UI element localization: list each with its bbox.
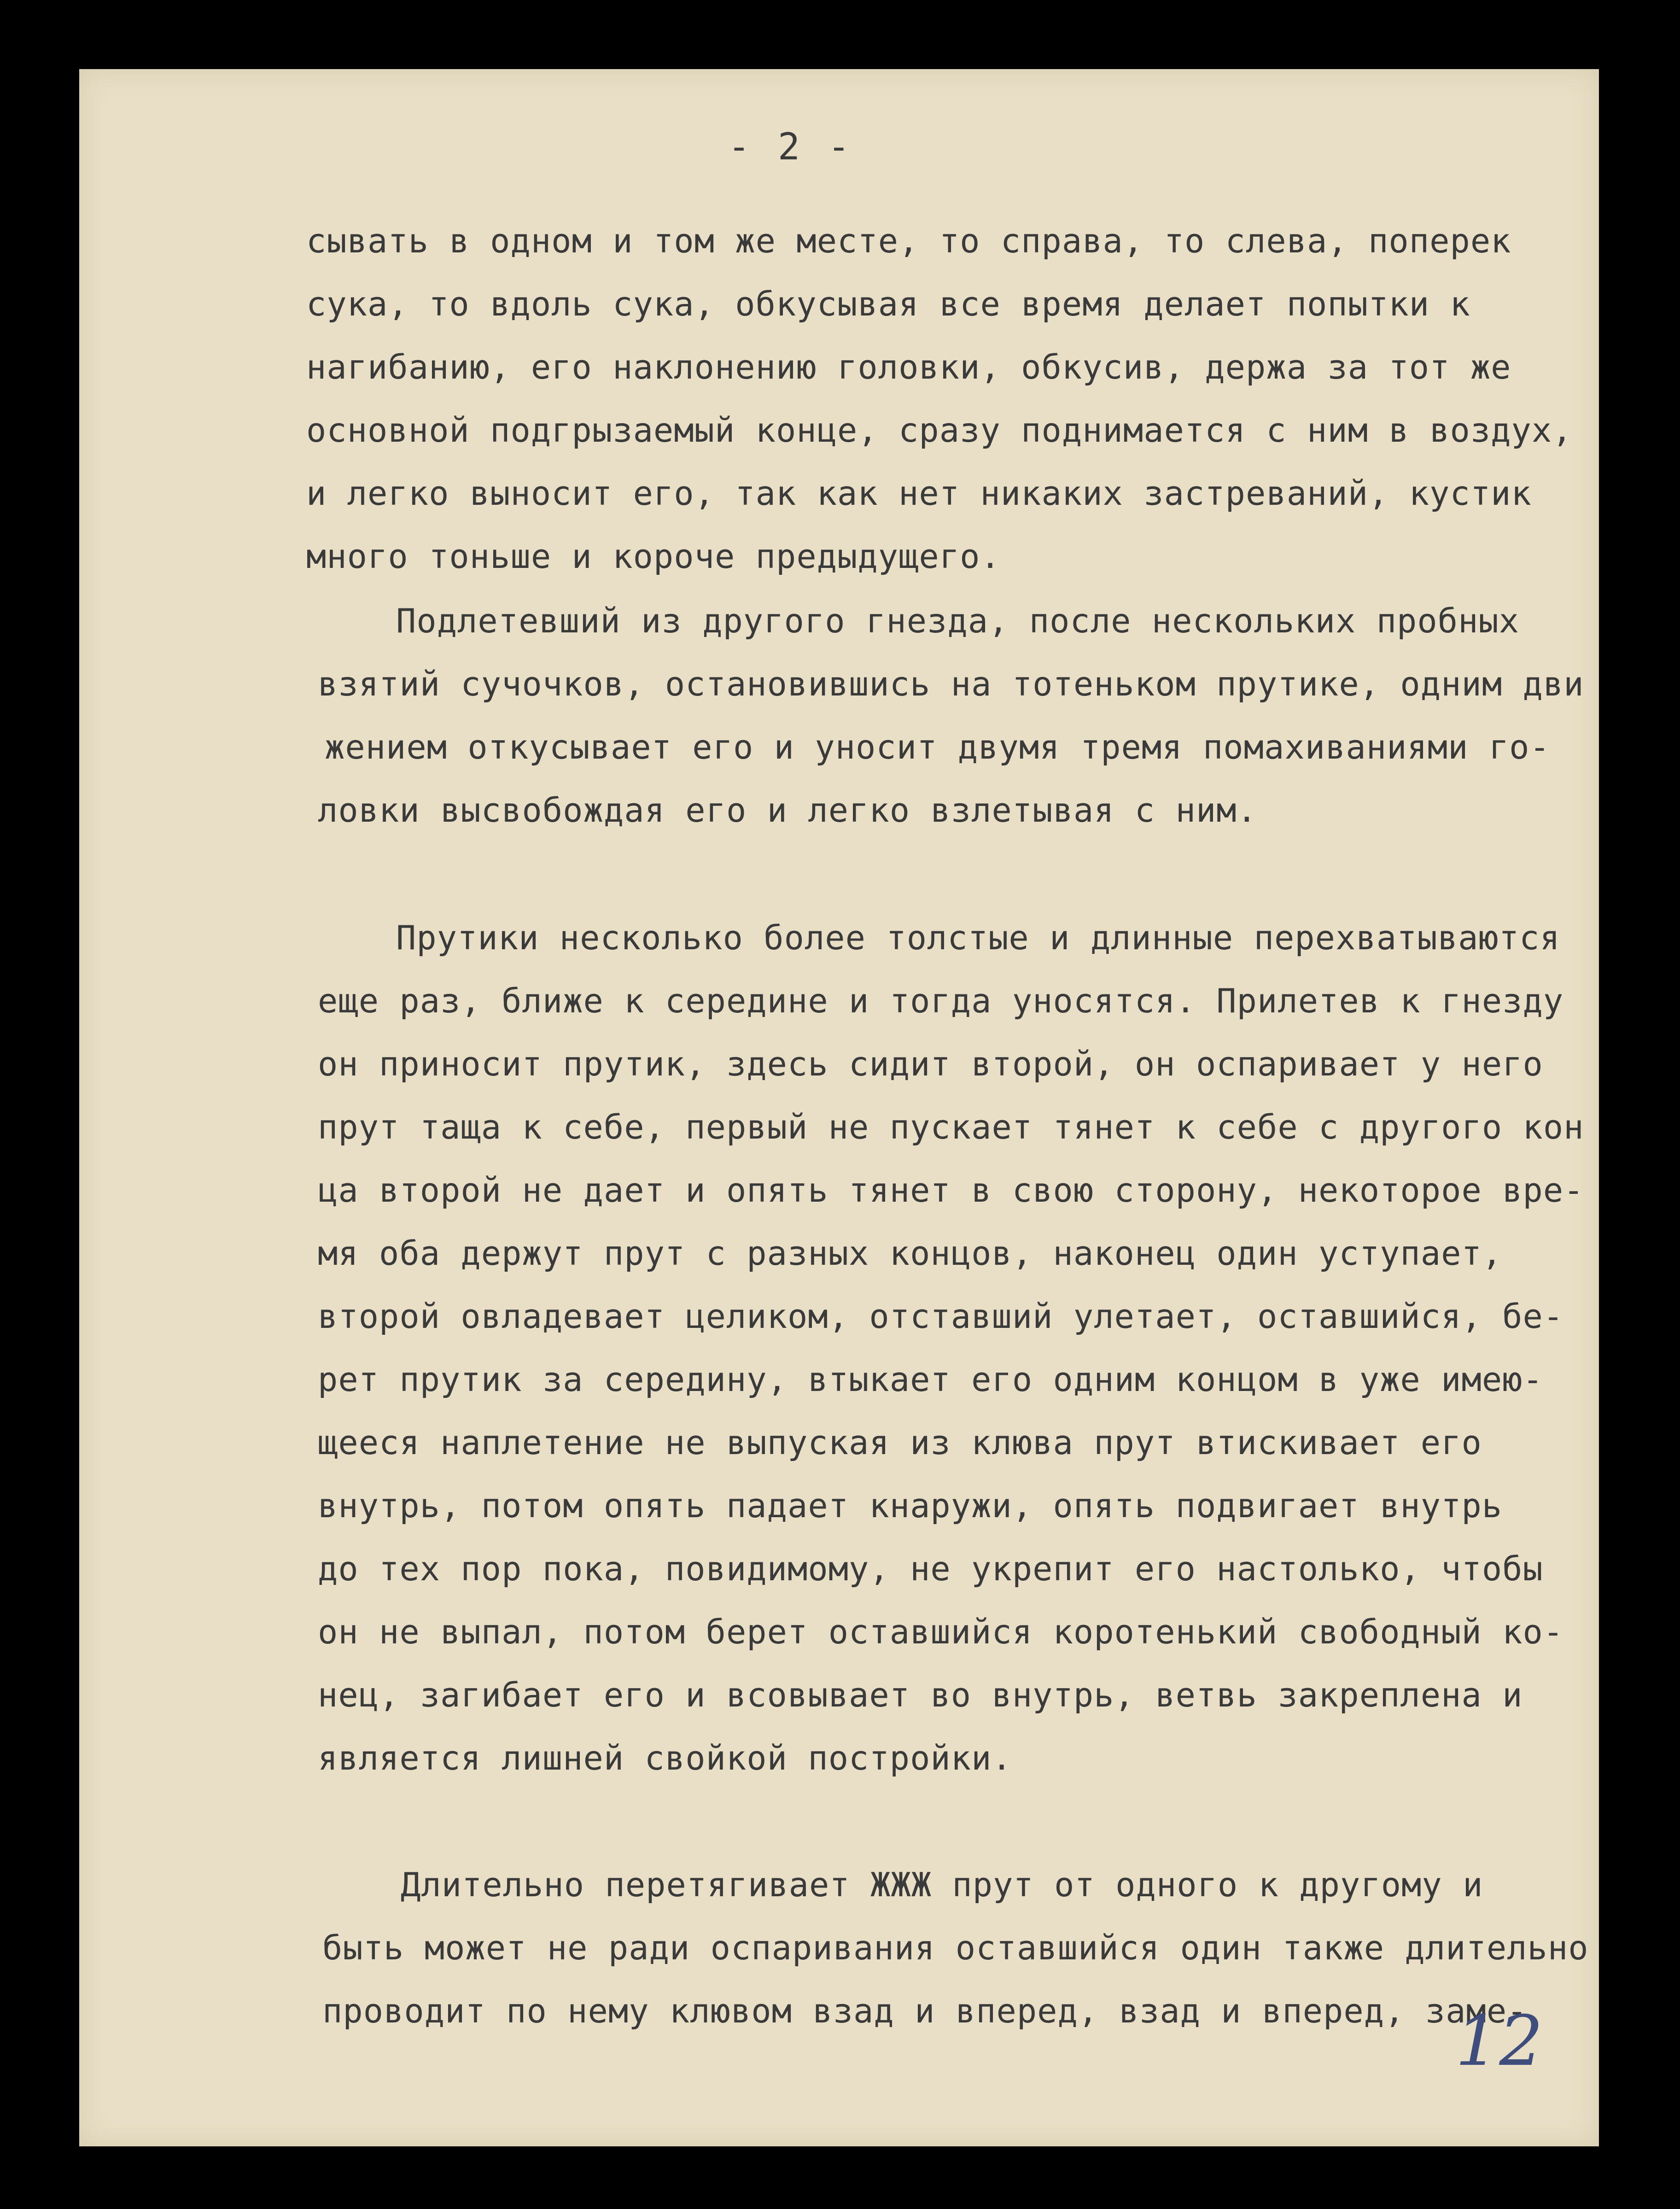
text-line: проводит по нему клювом взад и вперед, взад и вперед, заме- <box>322 1992 1528 2030</box>
text-line: ца второй не дает и опять тянет в свою сторону, некоторое вре- <box>318 1171 1584 1210</box>
text-line: Подлетевший из другого гнезда, после нескольких пробных <box>396 602 1520 640</box>
handwritten-folio-number: 12 <box>1455 2001 1543 2081</box>
text-line: нец, загибает его и всовывает во внутрь, ветвь закреплена и <box>318 1676 1523 1714</box>
text-line: щееся наплетение не выпуская из клюва прут втискивает его <box>318 1423 1482 1462</box>
text-line: сука, то вдоль сука, обкусывая все время делает попытки к <box>306 285 1470 323</box>
text-line: он приносит прутик, здесь сидит второй, он оспаривает у него <box>318 1045 1543 1083</box>
text-line: Длительно перетягивает ЖЖЖ прут от одного к другому и <box>401 1865 1483 1904</box>
text-line: еще раз, ближе к середине и тогда уносятся. Прилетев к гнезду <box>318 982 1564 1020</box>
text-line: быть может не ради оспаривания оставшийся один также длительно <box>322 1928 1589 1967</box>
text-line: и легко выносит его, так как нет никаких застреваний, кустик <box>306 474 1532 513</box>
text-line: Прутики несколько более толстые и длинные перехватываются <box>396 918 1560 957</box>
text-line: нагибанию, его наклонению головки, обкусив, держа за тот же <box>306 348 1511 386</box>
text-line: сывать в одном и том же месте, то справа, то слева, поперек <box>306 222 1511 260</box>
text-line: прут таща к себе, первый не пускает тянет к себе с другого кон <box>318 1108 1584 1146</box>
text-line: рет прутик за середину, втыкает его одним концом в уже имею- <box>318 1360 1543 1399</box>
text-line: мя оба держут прут с разных концов, наконец один уступает, <box>318 1234 1503 1273</box>
text-line: жением откусывает его и уносит двумя тремя помахиваниями го- <box>325 728 1550 766</box>
text-line: взятий сучочков, остановившись на тотеньком прутике, одним дви <box>318 665 1584 703</box>
text-line: много тоньше и короче предыдущего. <box>306 537 1001 576</box>
text-line: до тех пор пока, повидимому, не укрепит его настолько, чтобы <box>318 1549 1543 1588</box>
text-line: является лишней свойкой постройки. <box>318 1739 1012 1777</box>
text-line: второй овладевает целиком, отставший улетает, оставшийся, бе- <box>318 1297 1564 1336</box>
text-line: внутрь, потом опять падает кнаружи, опять подвигает внутрь <box>318 1486 1503 1525</box>
text-line: ловки высвобождая его и легко взлетывая с ним. <box>318 791 1257 830</box>
text-line: основной подгрызаемый конце, сразу поднимается с ним в воздух, <box>306 411 1573 450</box>
page-number: - 2 - <box>728 125 853 168</box>
text-line: он не выпал, потом берет оставшийся коротенький свободный ко- <box>318 1613 1564 1651</box>
